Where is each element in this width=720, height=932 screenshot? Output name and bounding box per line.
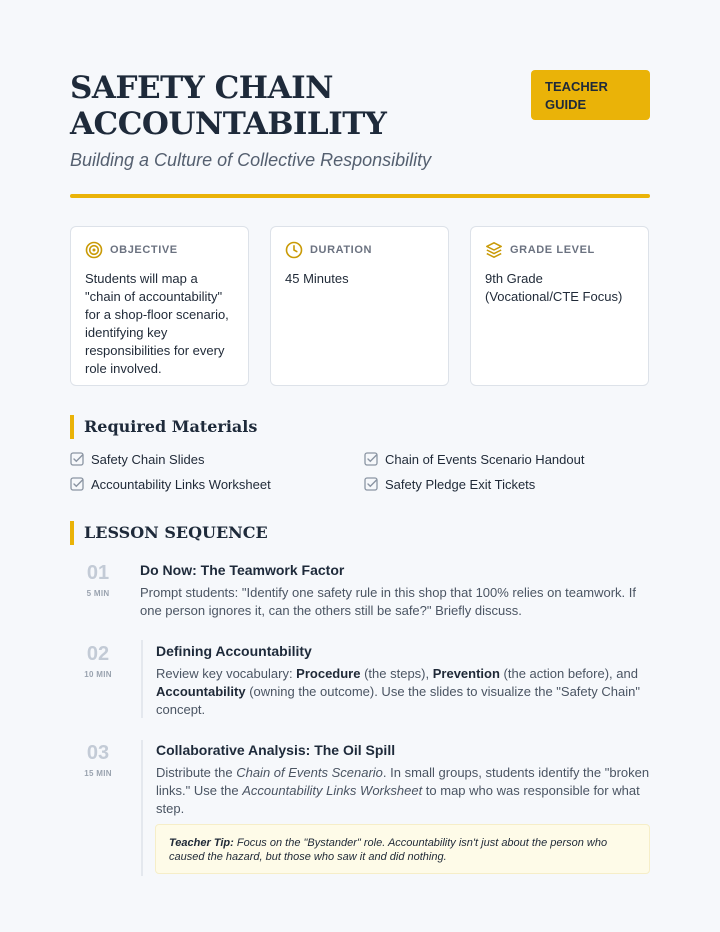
duration-card: [270, 226, 449, 386]
target-icon: [85, 241, 103, 259]
body-text: (the steps),: [360, 666, 433, 681]
doc-title-scenario: Chain of Events Scenario: [236, 765, 383, 780]
grade-level-card: [470, 226, 649, 386]
step-duration: 5 MIN: [86, 589, 110, 598]
step-title: Do Now: The Teamwork Factor: [140, 562, 345, 578]
body-text: to map who was responsible for what step.: [156, 783, 640, 816]
checkbox-checked-icon: [364, 452, 378, 466]
step-body: [156, 764, 650, 818]
teacher-tip: [155, 824, 650, 874]
header: [70, 0, 650, 198]
material-label: Safety Pledge Exit Tickets: [385, 476, 536, 492]
title-line-2: ACCOUNTABILITY: [70, 106, 387, 142]
layers-icon: [485, 241, 503, 259]
body-text: (owning the outcome). Use the slides to visualize the "Safety Chain" concept.: [156, 684, 640, 717]
header-divider: [70, 194, 650, 198]
checkbox-checked-icon: [364, 477, 378, 491]
step-body: Prompt students: "Identify one safety rule in this shop that 100% relies on teamwork. If one person ignores it, can the others still be safe?" Briefly discuss.: [140, 585, 636, 618]
info-cards: [70, 226, 650, 386]
checkbox-checked-icon: [70, 452, 84, 466]
term-prevention: Prevention: [432, 666, 500, 681]
card-header: [485, 241, 634, 259]
page-subtitle: Building a Culture of Collective Responsibility: [70, 150, 432, 170]
tip-label: Teacher Tip:: [169, 837, 234, 849]
sequence-heading: LESSON SEQUENCE: [70, 521, 268, 545]
step-connector: [141, 740, 143, 876]
material-item: [70, 475, 271, 493]
step-number: 02: [86, 643, 110, 665]
card-label: GRADE LEVEL: [510, 244, 595, 256]
badge-line-2: GUIDE: [545, 97, 587, 112]
step-duration: 10 MIN: [84, 670, 112, 679]
page-title: [70, 70, 490, 142]
material-item: [70, 450, 204, 468]
material-item: [364, 450, 584, 468]
body-text: . In small groups, students identify the "broken links." Use the: [156, 765, 650, 798]
material-label: Chain of Events Scenario Handout: [385, 451, 585, 467]
step-title: Collaborative Analysis: The Oil Spill: [156, 742, 396, 758]
term-accountability: Accountability: [156, 684, 246, 699]
material-label: Safety Chain Slides: [91, 451, 205, 467]
step-duration: 15 MIN: [84, 769, 112, 778]
teacher-guide-badge: [531, 70, 650, 120]
card-header: [285, 241, 434, 259]
doc-title-worksheet: Accountability Links Worksheet: [242, 783, 423, 798]
checkbox-checked-icon: [70, 477, 84, 491]
body-text: (the action before), and: [499, 666, 638, 681]
card-header: [85, 241, 234, 259]
step-number: 03: [86, 742, 110, 764]
card-label: OBJECTIVE: [110, 244, 178, 256]
tip-text: Focus on the "Bystander" role. Accountability isn't just about the person who caused the hazard, but those who saw it and did nothing.: [169, 837, 608, 863]
materials-heading: Required Materials: [70, 415, 257, 439]
card-text: 9th Grade (Vocational/CTE Focus): [485, 271, 623, 304]
material-item: [364, 475, 535, 493]
body-text: Distribute the: [156, 765, 237, 780]
body-text: Review key vocabulary:: [156, 666, 297, 681]
page: [70, 0, 650, 863]
clock-icon: [285, 241, 303, 259]
objective-card: [70, 226, 249, 386]
card-label: DURATION: [310, 244, 373, 256]
term-procedure: Procedure: [296, 666, 361, 681]
badge-line-1: TEACHER: [545, 79, 608, 94]
material-label: Accountability Links Worksheet: [91, 476, 271, 492]
card-text: Students will map a "chain of accountability" for a shop-floor scenario, identifying key responsibilities for every role involved.: [85, 271, 229, 376]
step-connector: [141, 640, 143, 718]
step-body: [156, 665, 650, 719]
step-number: 01: [86, 562, 110, 584]
title-line-1: SAFETY CHAIN: [70, 70, 333, 106]
card-text: 45 Minutes: [285, 271, 349, 286]
step-title: Defining Accountability: [156, 643, 312, 659]
